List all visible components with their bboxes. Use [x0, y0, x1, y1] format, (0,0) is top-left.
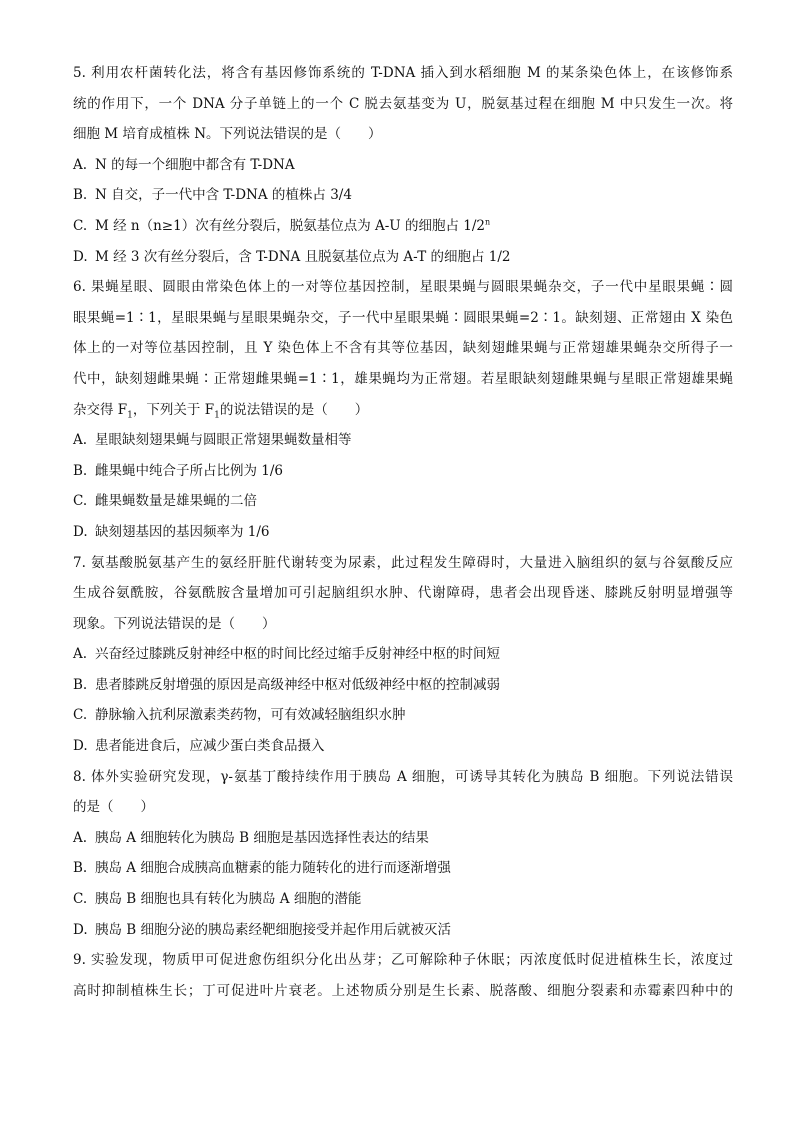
question-stem-line: 代中，缺刻翅雌果蝇∶正常翅雌果蝇=1∶1，雄果蝇均为正常翅。若星眼缺刻翅雌果蝇与星眼正常翅雄果蝇 — [73, 370, 733, 387]
option-letter: D. — [73, 523, 88, 540]
option-text: N 的每一个细胞中都含有 T-DNA — [95, 156, 295, 173]
option-text: N 自交，子一代中含 T-DNA 的植株占 3/4 — [95, 187, 352, 204]
option-c — [73, 216, 733, 236]
option-letter: C. — [73, 217, 88, 234]
option-text: M 经 n（n≥1）次有丝分裂后，脱氨基位点为 A-U 的细胞占 1/2 — [95, 217, 485, 234]
option-letter: A. — [73, 829, 88, 846]
option-superscript: n — [484, 217, 491, 227]
option-letter: A. — [73, 156, 88, 173]
option-text: 星眼缺刻翅果蝇与圆眼正常翅果蝇数量相等 — [95, 432, 352, 449]
question-stem-line: 8. 体外实验研究发现，γ-氨基丁酸持续作用于胰岛 A 细胞，可诱导其转化为胰岛 B 细胞。下列说法错误 — [73, 768, 733, 785]
stem-text: ，下列关于 F — [132, 401, 215, 418]
option-b — [73, 858, 733, 878]
option-letter: B. — [73, 187, 88, 204]
question-stem-line: 现象。下列说法错误的是（ ） — [73, 615, 276, 632]
option-d — [73, 522, 733, 542]
option-text: 胰岛 B 细胞分泌的胰岛素经靶细胞接受并起作用后就被灭活 — [95, 921, 452, 938]
option-a — [73, 155, 733, 175]
option-d — [73, 247, 733, 267]
question-stem-line: 体上的一对等位基因控制，且 Y 染色体上不含有其等位基因，缺刻翅雌果蝇与正常翅雄果蝇杂交所得子一 — [73, 340, 733, 357]
option-b — [73, 185, 733, 205]
option-text: 胰岛 A 细胞合成胰高血糖素的能力随转化的进行而逐渐增强 — [95, 860, 451, 877]
option-letter: C. — [73, 493, 88, 510]
option-letter: D. — [73, 248, 88, 265]
stem-text: 杂交得 F — [73, 401, 128, 418]
option-text: 患者膝跳反射增强的原因是高级神经中枢对低级神经中枢的控制减弱 — [95, 676, 500, 693]
question-5 — [73, 63, 733, 267]
question-stem-line: 统的作用下，一个 DNA 分子单链上的一个 C 脱去氨基变为 U，脱氨基过程在细胞 M 中只发生一次。将 — [73, 95, 733, 112]
option-a — [73, 430, 733, 450]
option-text: M 经 3 次有丝分裂后，含 T-DNA 且脱氨基位点为 A-T 的细胞占 1/2 — [95, 248, 511, 265]
question-stem-line: 眼果蝇=1∶1，星眼果蝇与星眼果蝇杂交，子一代中星眼果蝇∶圆眼果蝇=2∶1。缺刻翅、正常翅由 X 染色 — [73, 309, 733, 326]
stem-text: 的说法错误的是（ ） — [219, 401, 369, 418]
option-c — [73, 705, 733, 725]
question-6 — [73, 277, 733, 542]
question-stem-line: 6. 果蝇星眼、圆眼由常染色体上的一对等位基因控制，星眼果蝇与圆眼果蝇杂交，子一代中星眼果蝇∶圆 — [73, 279, 733, 296]
question-stem-line: 生成谷氨酰胺，谷氨酰胺含量增加可引起脑组织水肿、代谢障碍，患者会出现昏迷、膝跳反射明显增强等 — [73, 585, 733, 602]
subscript: 1 — [214, 410, 220, 421]
option-letter: B. — [73, 462, 88, 479]
option-letter: B. — [73, 860, 88, 877]
subscript: 1 — [127, 410, 133, 421]
option-text: 静脉输入抗利尿激素类药物，可有效减轻脑组织水肿 — [95, 707, 406, 724]
option-c — [73, 491, 733, 511]
option-text: 胰岛 B 细胞也具有转化为胰岛 A 细胞的潜能 — [95, 891, 362, 908]
option-letter: B. — [73, 676, 88, 693]
option-letter: A. — [73, 646, 88, 663]
option-letter: C. — [73, 891, 88, 908]
option-letter: C. — [73, 707, 88, 724]
question-7 — [73, 553, 733, 757]
question-stem-line: 的是（ ） — [73, 799, 154, 816]
exam-page — [73, 63, 733, 1011]
option-text: 雌果蝇中纯合子所占比例为 1/6 — [95, 462, 284, 479]
option-b — [73, 675, 733, 695]
option-text: 缺刻翅基因的基因频率为 1/6 — [95, 523, 270, 540]
option-c — [73, 889, 733, 909]
question-stem-line: 9. 实验发现，物质甲可促进愈伤组织分化出丛芽；乙可解除种子休眠；丙浓度低时促进植株生长，浓度过 — [73, 952, 733, 969]
option-text: 患者能进食后，应减少蛋白类食品摄入 — [95, 738, 325, 755]
question-stem-line: 高时抑制植株生长；丁可促进叶片衰老。上述物质分别是生长素、脱落酸、细胞分裂素和赤霉素四种中的 — [73, 982, 733, 999]
option-text: 胰岛 A 细胞转化为胰岛 B 细胞是基因选择性表达的结果 — [95, 829, 429, 846]
option-letter: A. — [73, 432, 88, 449]
question-stem-line: 7. 氨基酸脱氨基产生的氨经肝脏代谢转变为尿素，此过程发生障碍时，大量进入脑组织的氨与谷氨酸反应 — [73, 554, 733, 571]
option-text: 兴奋经过膝跳反射神经中枢的时间比经过缩手反射神经中枢的时间短 — [95, 646, 500, 663]
option-text: 雌果蝇数量是雄果蝇的二倍 — [95, 493, 257, 510]
question-9 — [73, 950, 733, 1001]
question-stem-line: 细胞 M 培育成植株 N。下列说法错误的是（ ） — [73, 126, 382, 143]
option-letter: D. — [73, 738, 88, 755]
option-letter: D. — [73, 921, 88, 938]
option-d — [73, 736, 733, 756]
question-stem-line — [73, 400, 733, 420]
question-8 — [73, 767, 733, 940]
option-a — [73, 644, 733, 664]
option-d — [73, 920, 733, 940]
option-b — [73, 461, 733, 481]
question-stem-line: 5. 利用农杆菌转化法，将含有基因修饰系统的 T-DNA 插入到水稻细胞 M 的某条染色体上，在该修饰系 — [73, 65, 733, 81]
option-a — [73, 828, 733, 848]
